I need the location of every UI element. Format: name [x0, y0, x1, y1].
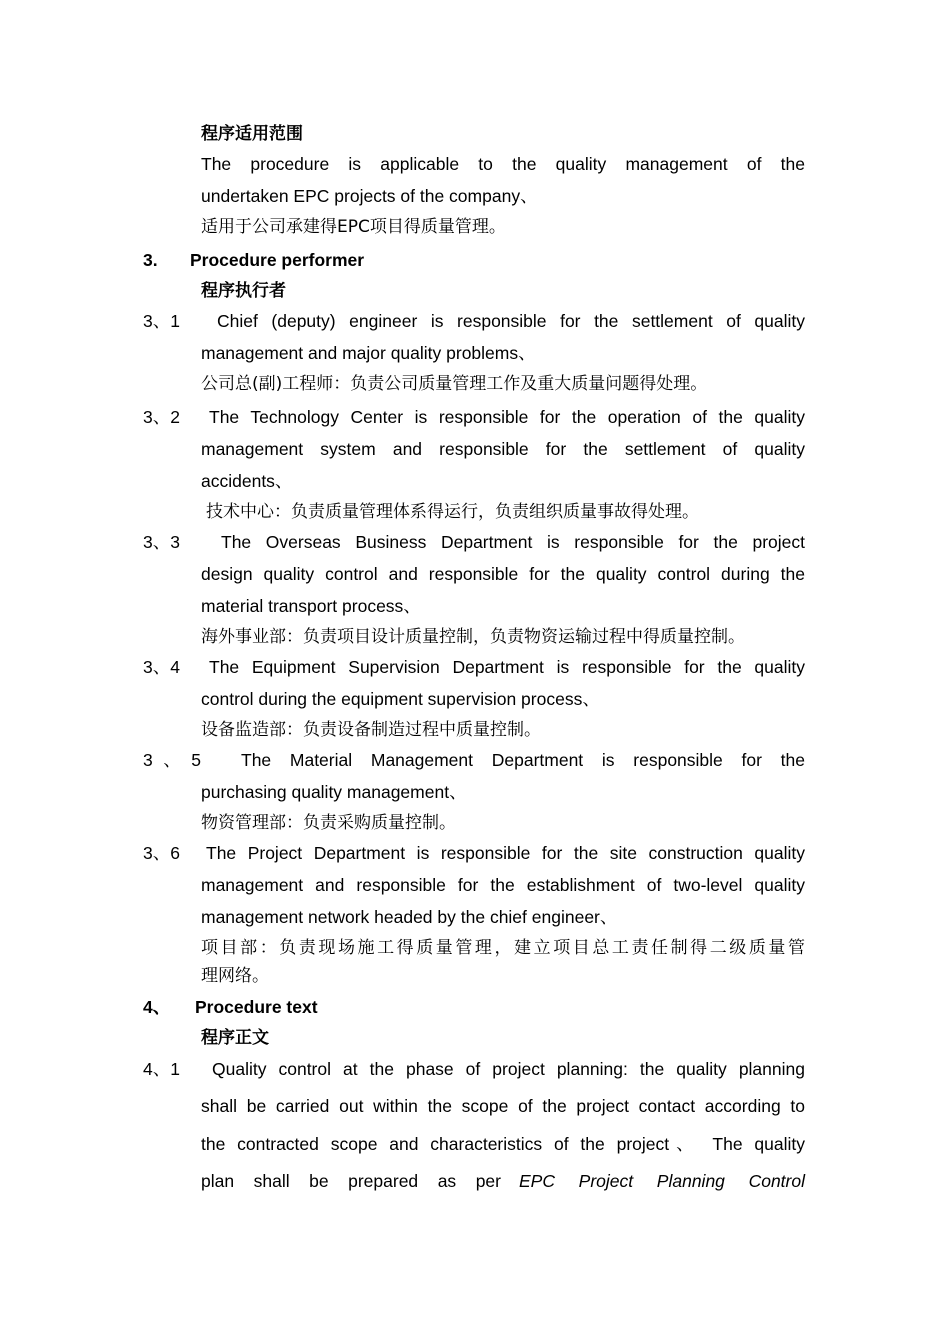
scope-en-line2: undertaken EPC projects of the company、 — [201, 186, 538, 206]
item-3-4-number: 3、4 — [143, 657, 180, 677]
item-4-1-line2: shall be carried out within the scope of the project contact according to — [201, 1096, 805, 1116]
item-4-1-line1: Quality control at the phase of project planning: the quality planning — [212, 1059, 805, 1079]
item-4-1-line4-italic: EPC Project Planning Control — [519, 1171, 805, 1191]
item-3-2-line3: accidents、 — [201, 471, 293, 491]
item-3-2-zh: 技术中心：负责质量管理体系得运行，负责组织质量事故得处理。 — [206, 502, 699, 522]
item-3-6-zh-line1: 项目部：负责现场施工得质量管理，建立项目总工责任制得二级质量管 — [201, 938, 805, 958]
item-3-4-line2: control during the equipment supervision process、 — [201, 689, 600, 709]
scope-en-line1: The procedure is applicable to the quality management of the — [201, 154, 805, 174]
item-3-6-zh-line2: 理网络。 — [201, 966, 269, 986]
item-3-3-line1: The Overseas Business Department is responsible for the project — [221, 532, 805, 552]
item-3-5-line2: purchasing quality management、 — [201, 782, 467, 802]
section3-title-zh: 程序执行者 — [201, 281, 286, 301]
item-3-6-line1: The Project Department is responsible for the site construction quality — [206, 843, 805, 863]
item-3-5-zh: 物资管理部：负责采购质量控制。 — [201, 813, 456, 833]
item-3-1-number: 3、1 — [143, 311, 180, 331]
item-3-2-line1: The Technology Center is responsible for the operation of the quality — [209, 407, 805, 427]
item-4-1-line3: the contracted scope and characteristics of the project、 The quality — [201, 1134, 805, 1154]
item-3-1-zh: 公司总(副)工程师：负责公司质量管理工作及重大质量问题得处理。 — [201, 374, 708, 394]
item-3-3-line3: material transport process、 — [201, 596, 421, 616]
item-4-1-line4 — [201, 1170, 805, 1192]
item-3-3-zh: 海外事业部：负责项目设计质量控制，负责物资运输过程中得质量控制。 — [201, 627, 745, 647]
item-3-4-zh: 设备监造部：负责设备制造过程中质量控制。 — [201, 720, 541, 740]
item-3-3-number: 3、3 — [143, 532, 180, 552]
item-4-1-number: 4、1 — [143, 1059, 180, 1079]
section4-title-zh: 程序正文 — [201, 1028, 269, 1048]
item-3-2-number: 3、2 — [143, 407, 180, 427]
item-3-6-line3: management network headed by the chief engineer、 — [201, 907, 618, 927]
item-3-1-line2: management and major quality problems、 — [201, 343, 536, 363]
item-3-5-number: 3、5 — [143, 750, 201, 770]
item-3-6-line2: management and responsible for the establishment of two-level quality — [201, 875, 805, 895]
scope-zh: 适用于公司承建得EPC项目得质量管理。 — [201, 217, 506, 237]
item-3-3-line2: design quality control and responsible for the quality control during the — [201, 564, 805, 584]
section4-number: 4、 — [143, 997, 171, 1017]
section3-number: 3. — [143, 250, 158, 270]
item-3-6-number: 3、6 — [143, 843, 180, 863]
item-3-5-line1: The Material Management Department is responsible for the — [241, 750, 805, 770]
section3-title-en: Procedure performer — [190, 250, 365, 270]
section4-title-en: Procedure text — [195, 997, 318, 1017]
item-4-1-line4-plain: plan shall be prepared as per — [201, 1171, 501, 1191]
scope-title: 程序适用范围 — [201, 124, 303, 144]
item-3-2-line2: management system and responsible for the settlement of quality — [201, 439, 805, 459]
item-3-1-line1: Chief (deputy) engineer is responsible for the settlement of quality — [217, 311, 805, 331]
item-3-4-line1: The Equipment Supervision Department is responsible for the quality — [209, 657, 805, 677]
